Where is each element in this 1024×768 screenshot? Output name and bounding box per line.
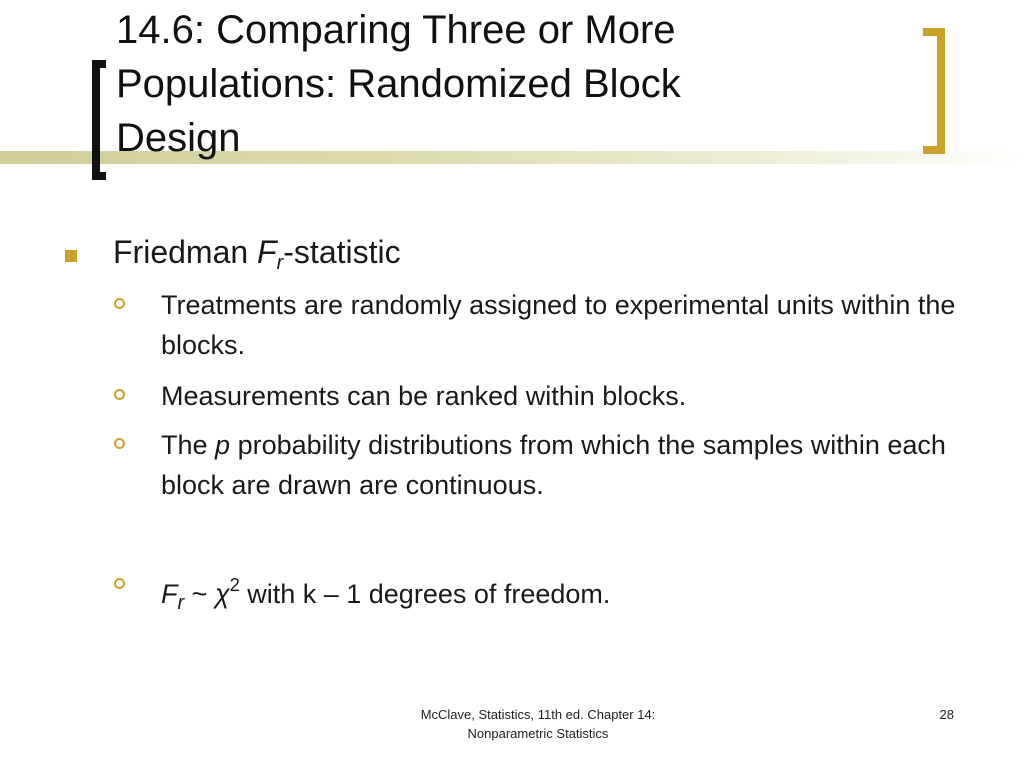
circle-bullet-icon — [114, 298, 125, 309]
f-symbol: F — [257, 234, 277, 270]
square-bullet-icon — [65, 250, 77, 262]
sub-bullet-distributions — [161, 425, 991, 505]
sub-bullet-chi-square-formula — [161, 565, 991, 623]
circle-bullet-icon — [114, 438, 125, 449]
circle-bullet-icon — [114, 578, 125, 589]
tilde-symbol: ~ — [184, 579, 215, 609]
footer-citation — [398, 705, 678, 743]
slide-page-number: 28 — [939, 707, 954, 722]
distributions-prefix: The — [161, 430, 216, 460]
bullet-friedman-statistic — [113, 228, 401, 287]
circle-bullet-icon — [114, 389, 125, 400]
footer-citation-line-1: McClave, Statistics, 11th ed. Chapter 14: — [420, 707, 656, 722]
f-symbol: F — [161, 579, 178, 609]
sub-bullet-measurements: Measurements can be ranked within blocks. — [161, 381, 687, 411]
degrees-of-freedom-text: with k – 1 degrees of freedom. — [239, 579, 611, 609]
bullet-suffix: -statistic — [283, 234, 401, 270]
distributions-suffix: probability distributions from which the samples within each block are drawn are continuous. — [161, 430, 946, 500]
title-line-2: Populations: Randomized Block — [116, 62, 681, 106]
squared-superscript: 2 — [229, 575, 240, 595]
sub-bullet-treatments: Treatments are randomly assigned to experimental units within the blocks. — [161, 290, 956, 360]
r-subscript: r — [276, 252, 284, 274]
chi-symbol: χ — [214, 579, 230, 609]
r-subscript: r — [177, 592, 185, 614]
bullet-prefix: Friedman — [113, 234, 258, 270]
p-variable: p — [215, 430, 231, 460]
footer-citation-line-2: Nonparametric Statistics — [467, 726, 609, 741]
title-line-3: Design — [116, 116, 241, 160]
title-line-1: 14.6: Comparing Three or More — [116, 8, 676, 52]
